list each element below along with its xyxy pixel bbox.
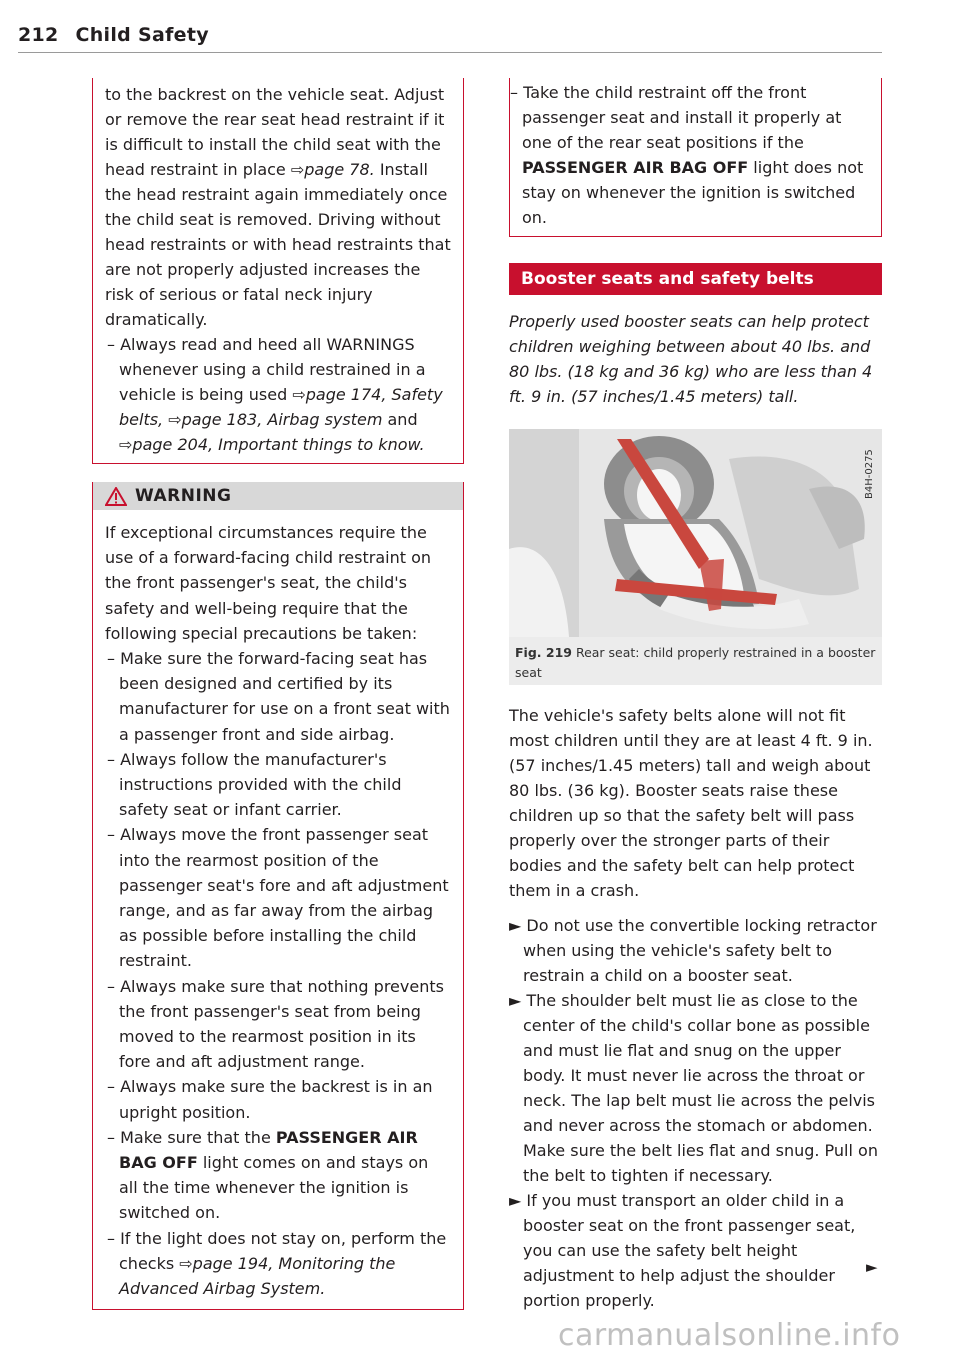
warning-triangle-icon: [105, 487, 127, 506]
note-list-item: – Always read and heed all WARNINGS whenever using a child restrained in a vehicle is being used ⇨page 174, Safety belts, ⇨page 183, Airbag system and ⇨page 204, Important things to know.: [107, 335, 443, 454]
continued-note-box: [92, 78, 464, 464]
instruction-item: ► Do not use the convertible locking retractor when using the vehicle's safety belt to restrain a child on a booster seat.: [509, 916, 877, 985]
page-ref-link[interactable]: ⇨page 204, Important things to know.: [119, 435, 425, 454]
figure-219: [509, 429, 882, 685]
warning-body: [93, 510, 463, 1309]
warning-intro: If exceptional circumstances require the use of a forward-facing child restraint on the front passenger's seat, the child's safety and well-being require that the following special precautions be taken:: [105, 523, 431, 643]
warning-title: WARNING: [135, 486, 232, 506]
page-number: 212: [18, 24, 59, 46]
continue-arrow-icon: ►: [866, 1258, 878, 1276]
warning-item: – Always follow the manufacturer's instructions provided with the child safety seat or infant carrier.: [107, 749, 402, 820]
figure-code: B4H-0275: [864, 449, 875, 499]
continued-note-box-right: – Take the child restraint off the front passenger seat and install it properly at one of the rear seat positions if the PASSENGER AIR BAG OFF light does not stay on whenever the ignition is switched on.: [509, 78, 882, 237]
warning-item: – Make sure that the PASSENGER AIR BAG OFF light comes on and stays on all the time whenever the ignition is switched on.: [107, 1127, 429, 1223]
section-heading: Booster seats and safety belts: [509, 263, 882, 295]
note-paragraph: to the backrest on the vehicle seat. Adjust or remove the rear seat head restraint if it is difficult to install the child seat with the head restraint in place ⇨page 78. Install the head restraint again immediately once the child seat is removed. Driving without head restraints or with head restraints that are not properly adjusted increases the risk of serious or fatal neck injury dramatically.: [105, 85, 451, 329]
instruction-item: ► If you must transport an older child in a booster seat on the front passenger seat, you can use the safety belt height adjustment to help adjust the shoulder portion properly.: [509, 1191, 856, 1310]
left-column: [92, 78, 464, 1310]
warning-item: – Always make sure the backrest is in an upright position.: [107, 1077, 433, 1122]
section-intro: Properly used booster seats can help protect children weighing between about 40 lbs. and 80 lbs. (18 kg and 36 kg) who are less than 4 ft. 9 in. (57 inches/1.45 meters) tall.: [509, 312, 873, 406]
instruction-list: [509, 913, 882, 1313]
site-watermark: carmanualsonline.info: [558, 1318, 901, 1353]
chapter-title: Child Safety: [75, 24, 209, 46]
right-column: [509, 78, 882, 1313]
header-divider: [18, 52, 882, 53]
booster-seat-illustration: [509, 429, 882, 637]
warning-item: – Always move the front passenger seat into the rearmost position of the passenger seat's fore and aft adjustment range, and as far away from the airbag as possible before installing the child restraint.: [107, 825, 449, 971]
warning-item: – Make sure the forward-facing seat has been designed and certified by its manufacturer for use on a front seat with a passenger front and side airbag.: [107, 649, 450, 744]
page-ref-link[interactable]: ⇨page 194, Monitoring the Advanced Airbag System.: [119, 1253, 396, 1299]
body-paragraph: The vehicle's safety belts alone will not fit most children until they are at least 4 ft. 9 in. (57 inches/1.45 meters) tall and weigh about 80 lbs. (36 kg). Booster seats raise these children up so that the safety belt will pass properly over the stronger parts of their bodies and the safety belt can help protect them in a crash.: [509, 706, 873, 900]
figure-caption: Fig. 219 Rear seat: child properly restrained in a booster seat: [515, 645, 876, 680]
page-ref-link[interactable]: ⇨page 183, Airbag system: [163, 410, 383, 429]
instruction-item: ► The shoulder belt must lie as close to the center of the child's collar bone as possible and must lie flat and snug on the upper body. It must never lie across the throat or neck. The lap belt must lie across the pelvis and never across the stomach or abdomen. Make sure the belt lies flat and snug. Pull on the belt to tighten if necessary.: [509, 991, 878, 1185]
warning-item: – Always make sure that nothing prevents the front passenger's seat from being moved to the rearmost position in its fore and aft adjustment range.: [107, 976, 444, 1072]
warning-box: [92, 482, 464, 1310]
page-ref-link[interactable]: ⇨page 78.: [290, 160, 375, 179]
warning-header: [93, 482, 463, 510]
page-header: [18, 24, 209, 46]
page-ref-link[interactable]: ⇨page 174, Safety belts,: [119, 385, 443, 429]
warning-item: – If the light does not stay on, perform the checks ⇨page 194, Monitoring the Advanced Airbag System.: [107, 1228, 447, 1299]
